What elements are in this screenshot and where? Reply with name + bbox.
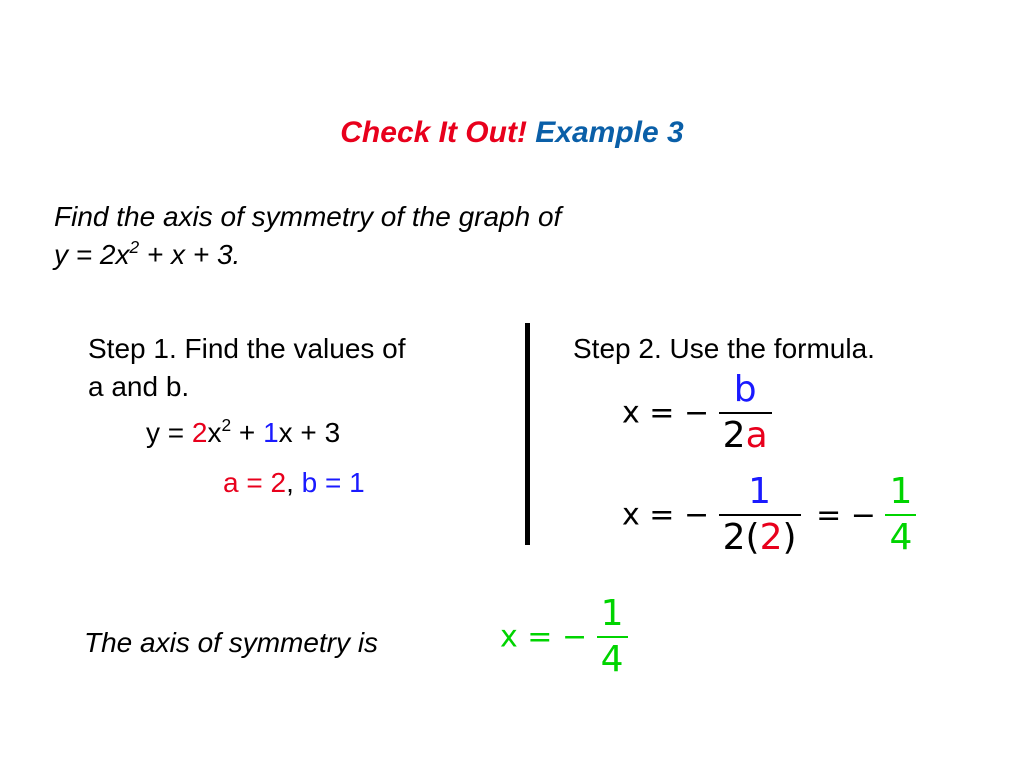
- substitution-fraction: [719, 470, 801, 560]
- substitution-result-fraction: [885, 470, 916, 560]
- formula-numerator: b: [733, 369, 757, 410]
- substitution-denominator: [719, 516, 801, 560]
- formula-lhs: x = −: [622, 395, 710, 431]
- conclusion-text: The axis of symmetry is: [84, 627, 379, 658]
- eq-plus: +: [231, 417, 264, 448]
- step2-substitution: [622, 470, 916, 560]
- eq-coef-a: 2: [191, 417, 208, 448]
- substitution-den-open: 2(: [722, 517, 760, 558]
- formula-fraction: [719, 368, 772, 458]
- conclusion-answer: [500, 592, 628, 682]
- eq-coef-b: 1: [263, 417, 279, 448]
- answer-numerator: 1: [600, 593, 624, 634]
- title-check-it-out: Check It Out!: [340, 116, 527, 149]
- substitution-den-value: 2: [759, 517, 783, 558]
- formula-den-two: 2: [722, 415, 746, 456]
- eq-y: y =: [146, 417, 192, 448]
- column-divider: [525, 323, 530, 545]
- slide-title: [0, 116, 1024, 150]
- title-example: Example 3: [535, 116, 684, 149]
- value-b: b = 1: [301, 467, 365, 498]
- step1-heading-line-2: a and b.: [88, 371, 190, 402]
- step1-equation: [146, 414, 340, 455]
- answer-lhs: x = −: [500, 619, 588, 655]
- eq-rest: x + 3: [278, 417, 341, 448]
- problem-line-1: Find the axis of symmetry of the graph of: [54, 201, 562, 232]
- substitution-den-close: ): [782, 517, 797, 558]
- substitution-lhs: x = −: [622, 497, 710, 533]
- problem-line-2: [54, 236, 561, 277]
- problem-eq-start: y = 2x: [54, 239, 130, 270]
- eq-exponent: 2: [221, 415, 232, 435]
- step1-heading: [88, 330, 406, 406]
- answer-denominator: 4: [600, 639, 624, 680]
- eq-x: x: [207, 417, 222, 448]
- problem-statement: [54, 198, 561, 277]
- problem-eq-end: + x + 3.: [139, 239, 241, 270]
- step1-heading-line-1: Step 1. Find the values of: [88, 333, 406, 364]
- value-separator: ,: [286, 467, 302, 498]
- step2-formula: [622, 368, 772, 458]
- substitution-result-denominator: 4: [889, 517, 913, 558]
- step1-values: [223, 464, 365, 502]
- substitution-numerator: 1: [748, 471, 772, 512]
- formula-denominator: [719, 414, 772, 458]
- formula-den-a: a: [745, 415, 768, 456]
- step2-heading: Step 2. Use the formula.: [573, 333, 875, 364]
- substitution-equals: = −: [816, 497, 876, 533]
- value-a: a = 2: [223, 467, 287, 498]
- problem-exponent: 2: [129, 237, 140, 257]
- answer-fraction: [597, 592, 628, 682]
- substitution-result-numerator: 1: [889, 471, 913, 512]
